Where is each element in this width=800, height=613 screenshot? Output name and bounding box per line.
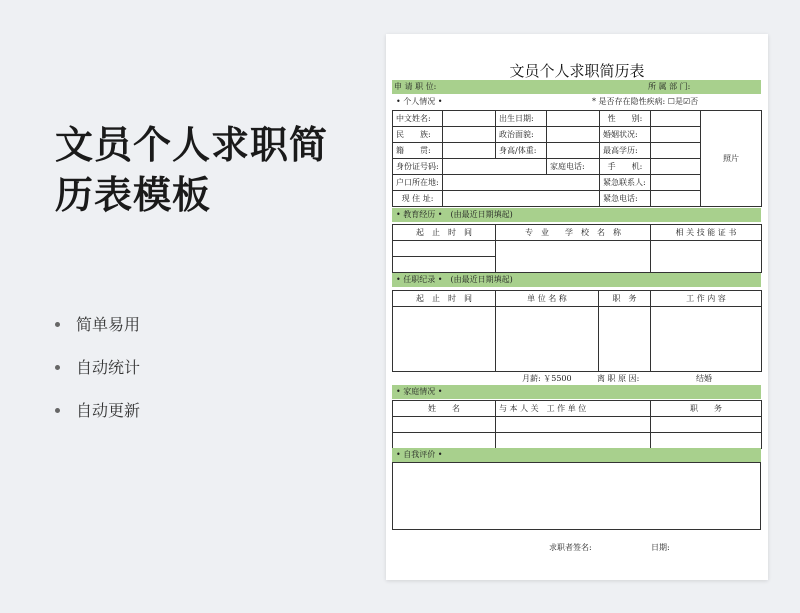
work-header-content: 工 作 内 容 xyxy=(651,291,762,307)
edu-band xyxy=(392,208,761,222)
promo-title-line1: 文员个人求职简 xyxy=(55,123,329,167)
work-table xyxy=(392,290,762,372)
work-period-cell[interactable] xyxy=(393,307,496,372)
family-band xyxy=(392,385,761,399)
work-section-title: • 任职纪录 • (由最近日期填起) xyxy=(396,275,513,284)
work-title-cell[interactable] xyxy=(599,307,651,372)
emergency-contact-label: 紧急联系人: xyxy=(600,175,651,191)
leave-reason-label: 离 职 原 因: xyxy=(597,374,640,383)
work-header-period: 起 止 时 间 xyxy=(393,291,496,307)
education-table xyxy=(392,224,762,273)
department-label: 所 属 部 门: xyxy=(648,82,691,91)
feature-item: 自动更新 xyxy=(55,398,140,441)
family-section-title: • 家庭情况 • xyxy=(396,387,443,396)
self-eval-section-title: • 自我评价 • xyxy=(396,450,443,459)
family-header-name: 姓 名 xyxy=(393,401,496,417)
emergency-contact-field[interactable] xyxy=(651,175,701,191)
family-title-cell[interactable] xyxy=(651,433,762,449)
feature-item: 自动统计 xyxy=(55,355,140,398)
marital-label: 婚姻状况: xyxy=(600,127,651,143)
address-field[interactable] xyxy=(443,191,600,207)
photo-cell[interactable]: 照片 xyxy=(701,111,762,207)
promo-title xyxy=(55,120,328,220)
work-company-cell[interactable] xyxy=(496,307,599,372)
education-field[interactable] xyxy=(651,143,701,159)
address-label: 现 住 址: xyxy=(393,191,443,207)
id-no-field[interactable] xyxy=(443,159,547,175)
gender-label: 性 别: xyxy=(600,111,651,127)
id-no-label: 身份证号码: xyxy=(393,159,443,175)
apply-band xyxy=(392,80,761,94)
edu-header-school: 专 业 学 校 名 称 xyxy=(496,225,651,241)
edu-school-cell[interactable] xyxy=(496,241,651,273)
self-eval-band xyxy=(392,448,761,462)
hukou-field[interactable] xyxy=(443,175,600,191)
family-relation-cell[interactable] xyxy=(496,417,651,433)
feature-item: 简单易用 xyxy=(55,312,140,355)
edu-header-cert: 相 关 技 能 证 书 xyxy=(651,225,762,241)
family-name-cell[interactable] xyxy=(393,417,496,433)
work-content-cell[interactable] xyxy=(651,307,762,372)
feature-list xyxy=(55,312,140,441)
education-label: 最高学历: xyxy=(600,143,651,159)
date-label: 日期: xyxy=(651,543,670,552)
bullet-icon xyxy=(55,408,60,413)
height-weight-label: 身高/体重: xyxy=(496,143,547,159)
resume-paper xyxy=(386,34,768,580)
edu-period-cell[interactable] xyxy=(393,257,496,273)
work-band xyxy=(392,273,761,287)
bullet-icon xyxy=(55,322,60,327)
family-header-title: 职 务 xyxy=(651,401,762,417)
salary-label: 月薪: ￥5500 xyxy=(522,374,572,383)
bullet-icon xyxy=(55,365,60,370)
origin-label: 籍 贯: xyxy=(393,143,443,159)
edu-cert-cell[interactable] xyxy=(651,241,762,273)
emergency-phone-label: 紧急电话: xyxy=(600,191,651,207)
nation-field[interactable] xyxy=(443,127,496,143)
personal-info-table xyxy=(392,110,762,207)
self-eval-field[interactable] xyxy=(393,463,761,530)
origin-field[interactable] xyxy=(443,143,496,159)
hukou-label: 户口所在地: xyxy=(393,175,443,191)
signature-label: 求职者签名: xyxy=(549,543,592,552)
cn-name-field[interactable] xyxy=(443,111,496,127)
work-header-company: 单 位 名 称 xyxy=(496,291,599,307)
marital-field[interactable] xyxy=(651,127,701,143)
disease-question[interactable]: * 是否存在隐性疾病: ☐是☑否 xyxy=(592,97,699,106)
family-relation-cell[interactable] xyxy=(496,433,651,449)
family-header-relation: 与 本 人 关 工 作 单 位 xyxy=(496,401,651,417)
emergency-phone-field[interactable] xyxy=(651,191,701,207)
birth-label: 出生日期: xyxy=(496,111,547,127)
family-name-cell[interactable] xyxy=(393,433,496,449)
leave-reason-value: 结婚 xyxy=(696,374,712,383)
edu-header-period: 起 止 时 间 xyxy=(393,225,496,241)
mobile-field[interactable] xyxy=(651,159,701,175)
cn-name-label: 中文姓名: xyxy=(393,111,443,127)
edu-period-cell[interactable] xyxy=(393,241,496,257)
self-eval-table xyxy=(392,462,761,530)
nation-label: 民 族: xyxy=(393,127,443,143)
work-header-title: 职 务 xyxy=(599,291,651,307)
edu-section-title: • 教育经历 • (由最近日期填起) xyxy=(396,210,513,219)
gender-field[interactable] xyxy=(651,111,701,127)
politics-label: 政治面貌: xyxy=(496,127,547,143)
home-phone-label: 家庭电话: xyxy=(547,159,600,175)
promo-title-line2: 历表模板 xyxy=(55,173,212,217)
height-weight-field[interactable] xyxy=(547,143,600,159)
politics-field[interactable] xyxy=(547,127,600,143)
mobile-label: 手 机: xyxy=(600,159,651,175)
apply-position-label: 申 请 职 位: xyxy=(394,82,437,91)
birth-field[interactable] xyxy=(547,111,600,127)
form-title: 文员个人求职简历表 xyxy=(509,62,645,80)
family-title-cell[interactable] xyxy=(651,417,762,433)
personal-info-heading: • 个人情况 • xyxy=(396,97,443,106)
family-table xyxy=(392,400,762,449)
